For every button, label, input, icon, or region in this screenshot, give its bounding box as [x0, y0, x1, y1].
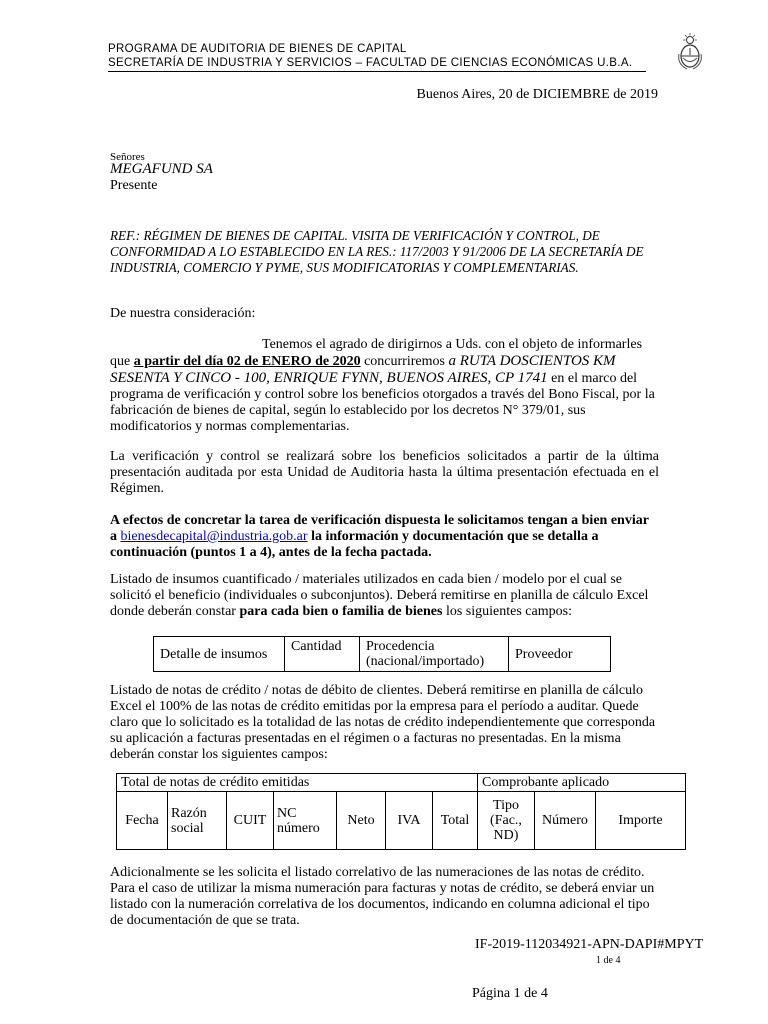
- paragraph-credit-notes: Listado de notas de crédito / notas de débito de clientes. Deberá remitirse en planilla de cálculo Excel el 100% de las notas de crédito emitidas por la empresa para el período a auditar. Quede claro que lo solicitado es la totalidad de las notas de crédito independientemente que corresponda su aplicación a facturas presentadas en el régimen o a facturas no presentadas. En la misma deberán constar los siguientes campos:: [110, 683, 656, 762]
- col-procedencia: [360, 637, 509, 672]
- nc-line1: NC: [277, 805, 297, 821]
- inputs-bold: para cada bien o familia de bienes: [239, 604, 443, 619]
- tipo-line2: (Fac.,: [490, 813, 522, 828]
- col-neto: Neto: [337, 792, 386, 850]
- procedencia-line1: Procedencia: [366, 639, 435, 654]
- page-number-small: 1 de 4: [596, 955, 621, 966]
- tipo-line1: Tipo: [493, 798, 519, 813]
- letter-date: Buenos Aires, 20 de DICIEMBRE de 2019: [416, 87, 658, 102]
- inputs-fields-table: [153, 636, 611, 672]
- col-cuit: CUIT: [227, 792, 274, 850]
- nc-line2: número: [277, 820, 320, 836]
- razon-line2: social: [171, 820, 204, 836]
- letterhead-line-2: SECRETARÍA DE INDUSTRIA Y SERVICIOS – FACULTAD DE CIENCIAS ECONÓMICAS U.B.A.: [108, 57, 633, 69]
- col-razon-social: [168, 792, 227, 850]
- email-link[interactable]: bienesdecapital@industria.gob.ar: [120, 529, 308, 544]
- col-fecha: Fecha: [117, 792, 168, 850]
- salutation-presente: Presente: [110, 178, 158, 193]
- col-proveedor: Proveedor: [509, 637, 611, 672]
- document-code: IF-2019-112034921-APN-DAPI#MPYT: [475, 937, 704, 952]
- que-word: que: [110, 354, 134, 369]
- paragraph-notice-rest: en el marco del programa de verificación y control sobre los beneficios otorgados a través del Bono Fiscal, por la fabricación de bienes de capital, según lo establecido por los decretos N° 379/01, sus modificatorios y normas complementarias.: [110, 371, 655, 434]
- letterhead-line-1: PROGRAMA DE AUDITORIA DE BIENES DE CAPITAL: [108, 43, 407, 55]
- paragraph-request: [110, 513, 659, 561]
- visit-address: a RUTA DOSCIENTOS KM SESENTA Y CINCO - 100, ENRIQUE FYNN, BUENOS AIRES, CP 1741: [110, 353, 616, 386]
- col-nc-numero: [274, 792, 337, 850]
- salutation-senores: Señores: [110, 151, 145, 163]
- col-iva: IVA: [386, 792, 433, 850]
- razon-line1: Razón: [171, 805, 207, 821]
- col-detalle-insumos: Detalle de insumos: [154, 637, 285, 672]
- paragraph-notice-indent: Tenemos el agrado de dirigirnos a Uds. con el objeto de informarles: [262, 337, 643, 352]
- visit-date-phrase: a partir del día 02 de ENERO de 2020: [133, 354, 361, 369]
- col-importe: Importe: [596, 792, 686, 850]
- procedencia-line2: (nacional/importado): [366, 654, 485, 669]
- tipo-line3: ND): [493, 828, 519, 843]
- reference-paragraph: REF.: RÉGIMEN DE BIENES DE CAPITAL. VISITA DE VERIFICACIÓN Y CONTROL, DE CONFORMIDAD A LO ESTABLECIDO EN LA RES.: 117/2003 Y 91/2006 DE LA SECRETARÍA DE INDUSTRIA, COMERCIO Y PYME, SUS MODIFICATORIAS Y COMPLEMENTARIAS.: [110, 228, 644, 275]
- coat-of-arms-icon: [677, 32, 703, 72]
- inputs-start: Listado de insumos cuantificado / materiales utilizados en cada bien / modelo por el cual se solicitó el beneficio (individuales o subconjuntos). Deberá remitirse en planilla de cálculo Excel donde deberán constar: [110, 572, 649, 619]
- inputs-end: los siguientes campos:: [442, 604, 572, 619]
- concurriremos-text: concurriremos: [360, 354, 449, 369]
- paragraph-additional: Adicionalmente se les solicita el listado correlativo de las numeraciones de las notas de crédito. Para el caso de utilizar la misma numeración para facturas y notas de crédito, se deberá enviar un listado con la numeración correlativa de los documentos, indicando en columna adicional el tipo de documentación de que se trata.: [110, 865, 655, 928]
- group-comprobante: Comprobante aplicado: [478, 774, 686, 792]
- credit-notes-fields-table: [116, 773, 686, 850]
- col-numero: Número: [535, 792, 596, 850]
- greeting: De nuestra consideración:: [110, 306, 256, 321]
- page-number: Página 1 de 4: [472, 986, 548, 1001]
- col-tipo: [478, 792, 535, 850]
- col-cantidad: Cantidad: [285, 637, 360, 672]
- col-total: Total: [433, 792, 478, 850]
- paragraph-inputs: [110, 572, 659, 620]
- request-start: A efectos de concretar la tarea de verificación dispuesta le solicitamos tengan a bien enviar a: [110, 513, 649, 544]
- request-end: la información y documentación que se detalla a continuación (puntos 1 a 4), antes de la fecha pactada.: [110, 529, 599, 560]
- paragraph-notice: [110, 337, 670, 435]
- letterhead: [108, 42, 646, 72]
- paragraph-scope: La verificación y control se realizará sobre los beneficios solicitados a partir de la última presentación auditada por esta Unidad de Auditoria hasta la última presentación efectuada en el Régimen.: [110, 449, 659, 496]
- group-total-notas: Total de notas de crédito emitidas: [117, 774, 478, 792]
- recipient-company: MEGAFUND SA: [110, 161, 213, 177]
